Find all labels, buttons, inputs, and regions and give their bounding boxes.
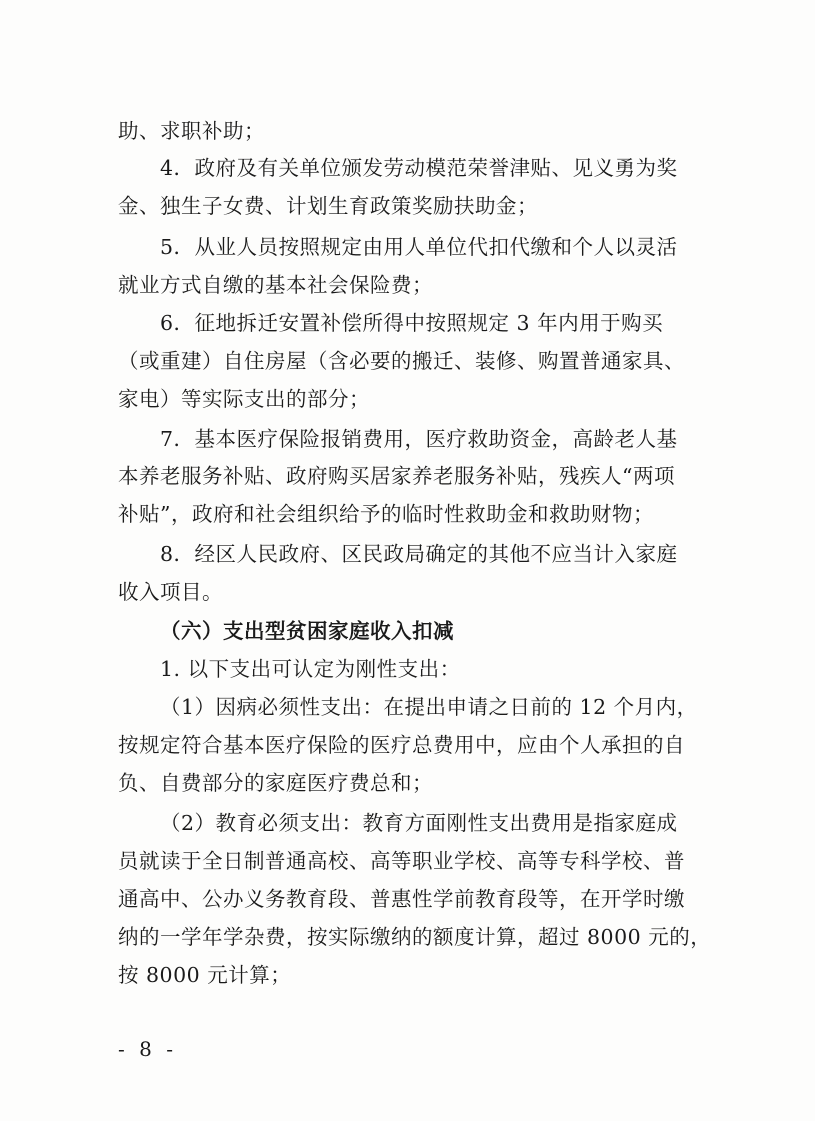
text-line-9: 7．基本医疗保险报销费用，医疗救助资金，高龄老人基 [160,427,678,451]
text-line-3: 金、独生子女费、计划生育政策奖励扶助金； [118,194,538,218]
text-line-15: 1. 以下支出可认定为刚性支出： [160,657,461,681]
section-heading: （六）支出型贫困家庭收入扣减 [160,619,454,643]
text-line-4: 5．从业人员按照规定由用人单位代扣代缴和个人以灵活 [160,235,678,259]
text-line-13: 收入项目。 [118,580,223,604]
text-line-11: 补贴”，政府和社会组织给予的临时性救助金和救助财物； [118,502,654,526]
text-line-7: （或重建）自住房屋（含必要的搬迁、装修、购置普通家具、 [118,349,685,373]
text-line-2: 4．政府及有关单位颁发劳动模范荣誉津贴、见义勇为奖 [160,156,678,180]
text-line-22: 纳的一学年学杂费，按实际缴纳的额度计算，超过 8000 元的， [118,925,712,949]
text-line-21: 通高中、公办义务教育段、普惠性学前教育段等，在开学时缴 [118,887,685,911]
text-line-16: （1）因病必须性支出：在提出申请之日前的 12 个月内， [160,695,698,719]
text-line-17: 按规定符合基本医疗保险的医疗总费用中，应由个人承担的自 [118,733,685,757]
text-line-23: 按 8000 元计算； [118,963,292,987]
text-line-10: 本养老服务补贴、政府购买居家养老服务补贴，残疾人“两项 [118,464,675,488]
text-line-8: 家电）等实际支出的部分； [118,387,370,411]
text-line-12: 8．经区人民政府、区民政局确定的其他不应当计入家庭 [160,542,678,566]
text-line-6: 6．征地拆迁安置补偿所得中按照规定 3 年内用于购买 [160,311,664,335]
page-number: - 8 - [118,1037,177,1061]
text-line-5: 就业方式自缴的基本社会保险费； [118,273,433,297]
text-line-19: （2）教育必须支出：教育方面刚性支出费用是指家庭成 [160,811,678,835]
text-line-20: 员就读于全日制普通高校、高等职业学校、高等专科学校、普 [118,849,685,873]
text-line-18: 负、自费部分的家庭医疗费总和； [118,771,433,795]
text-line-1: 助、求职补助； [118,119,265,143]
